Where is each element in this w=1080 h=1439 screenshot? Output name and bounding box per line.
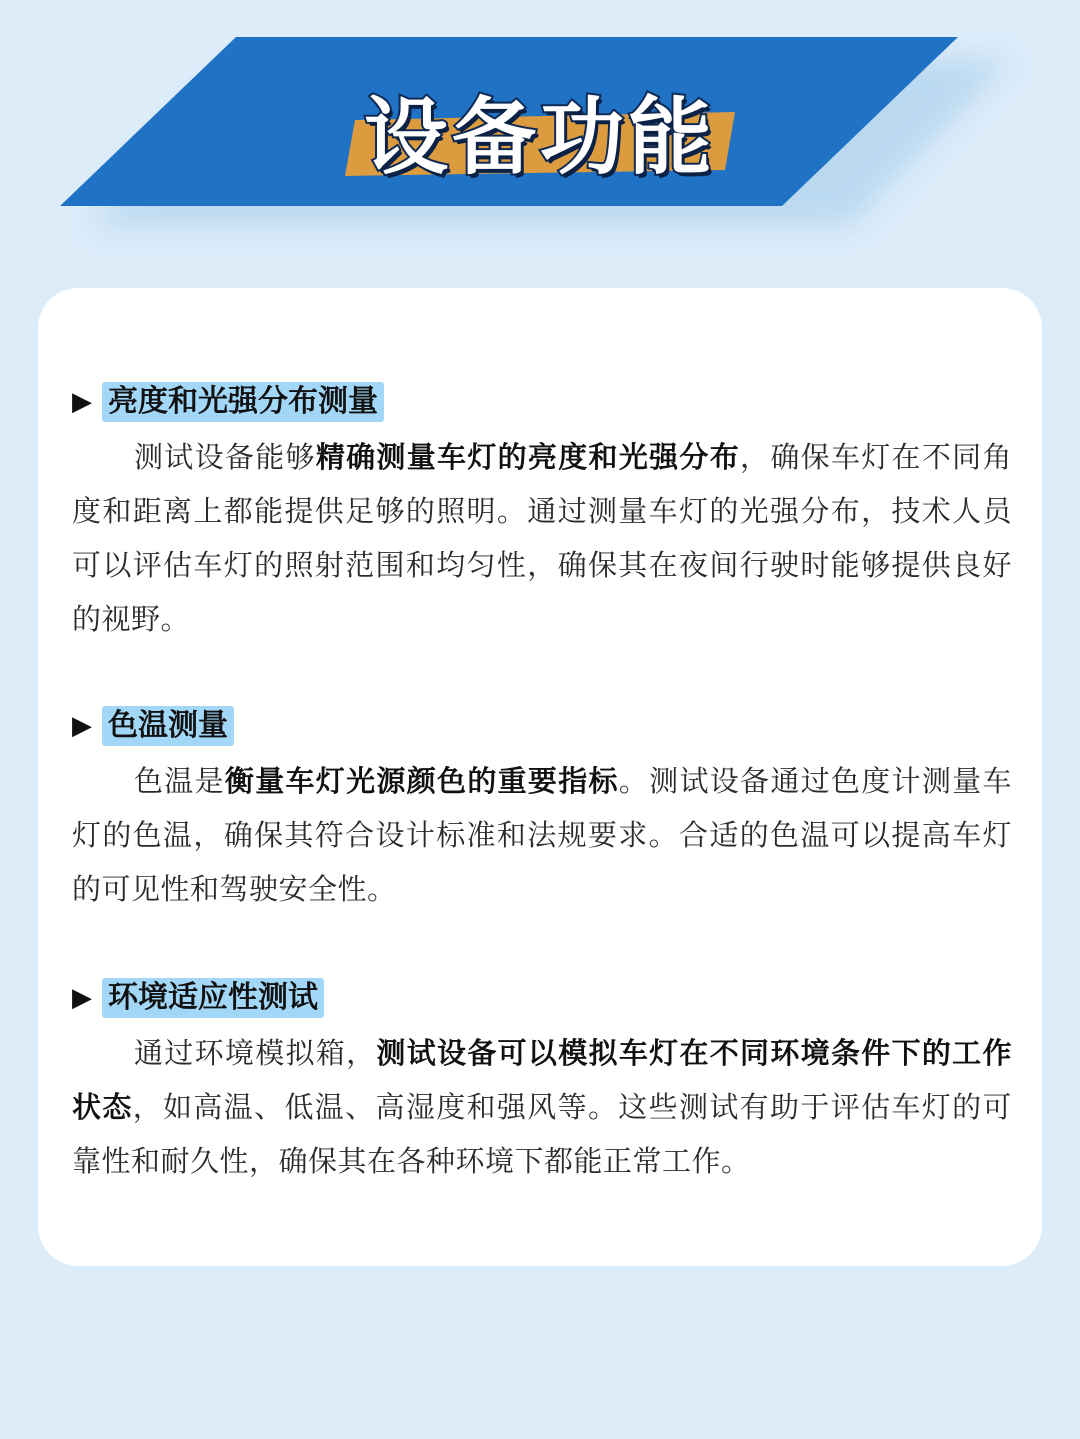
highlight-text: 精确测量车灯的亮度和光强分布	[315, 440, 741, 474]
section-tag: 色温测量	[102, 706, 234, 746]
section-tag: 亮度和光强分布测量	[102, 382, 384, 422]
section-environment	[72, 976, 1012, 1188]
highlight-text: 衡量车灯光源颜色的重要指标	[224, 764, 619, 798]
page-title: 设备功能	[363, 88, 716, 186]
highlight-text: 测试设备可以模拟车灯在不同环境条件下的工作状态	[72, 1036, 1012, 1124]
section-paragraph: 色温是衡量车灯光源颜色的重要指标。测试设备通过色度计测量车灯的色温，确保其符合设计标准和法规要求。合适的色温可以提高车灯的可见性和驾驶安全性。	[72, 764, 1012, 906]
triangle-bullet-icon: ▶	[72, 387, 92, 417]
triangle-bullet-icon: ▶	[72, 711, 92, 741]
section-paragraph: 测试设备能够精确测量车灯的亮度和光强分布，确保车灯在不同角度和距离上都能提供足够的照明。通过测量车灯的光强分布，技术人员可以评估车灯的照射范围和均匀性，确保其在夜间行驶时能够提供良好的视野。	[72, 440, 1012, 636]
section-color-temp	[72, 704, 1012, 916]
content-card	[38, 288, 1042, 1266]
section-paragraph: 通过环境模拟箱，测试设备可以模拟车灯在不同环境条件下的工作状态，如高温、低温、高湿度和强风等。这些测试有助于评估车灯的可靠性和耐久性，确保其在各种环境下都能正常工作。	[72, 1036, 1012, 1178]
section-heading	[72, 976, 1012, 1020]
triangle-bullet-icon: ▶	[72, 983, 92, 1013]
section-heading	[72, 380, 1012, 424]
section-heading	[72, 704, 1012, 748]
section-brightness	[72, 380, 1012, 646]
section-tag: 环境适应性测试	[102, 978, 324, 1018]
title-banner	[0, 0, 1080, 260]
